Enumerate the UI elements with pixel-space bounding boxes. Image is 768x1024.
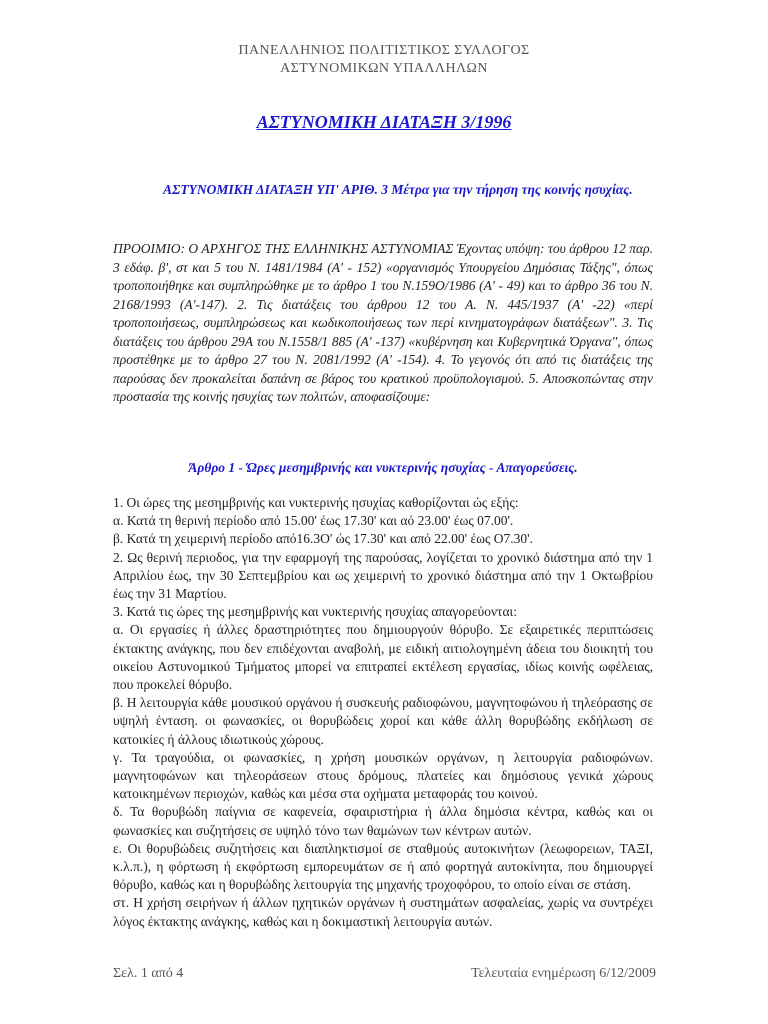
- last-updated: Τελευταία ενημέρωση 6/12/2009: [471, 966, 656, 981]
- body-paragraph: α. Οι εργασίες ή άλλες δραστηριότητες που δημιουργούν θόρυβο. Σε εξαιρετικές περιπτώσεις έκτακτης ανάγκης, που δεν επιδέχονται αναβολή, με ειδική αιτιολογημένη άδεια του διοικητή του οικείου Αστυνομικού Τμήματος μπορεί να επιτραπεί εκτέλεση εργασίας, ιδίως κοινής ωφέλειας, που προκελεί θόρυβο.: [113, 622, 653, 693]
- page-number: Σελ. 1 από 4: [113, 966, 184, 981]
- body-paragraph: στ. Η χρήση σειρήνων ή άλλων ηχητικών οργάνων ή συστημάτων ασφαλείας, χωρίς να συντρέχει λόγος έκτακτης ανάγκης, καθώς και η δοκιμαστική λειτουργία αυτών.: [113, 895, 653, 929]
- body-paragraph: ε. Οι θορυβώδεις συζητήσεις και διαπληκτισμοί σε σταθμούς αυτοκινήτων (λεωφορειων, ΤΑΞΙ, κ.λ.π.), η φόρτωση ή εκφόρτωση εμπορευμάτων σε ή από φορτηγά αυτοκίνητα, που δημιουργεί θόρυβο, καθώς και η θορυβώδης λειτουργία της μηχανής τροχοφόρου, το οποίο είναι σε στάση.: [113, 840, 653, 893]
- article-heading: Άρθρο 1 - Ώρες μεσημβρινής και νυκτερινής ησυχίας - Απαγορεύσεις.: [188, 460, 578, 475]
- body-paragraph: 3. Κατά τις ώρες της μεσημβρινής και νυκτερινής ησυχίας απαγορεύονται:: [113, 604, 517, 620]
- document-subtitle: ΑΣΤΥΝΟΜΙΚΗ ΔΙΑΤΑΞΗ ΥΠ' ΑΡΙΘ. 3 Μέτρα για την τήρηση της κοινής ησυχίας.: [163, 182, 633, 197]
- organization-name-line2: ΑΣΤΥΝΟΜΙΚΩΝ ΥΠΑΛΛΗΛΩΝ: [280, 61, 488, 76]
- body-paragraph: β. Κατά τη χειμερινή περίοδο από16.3Ο' ώς 17.30' και από 22.00' έως Ο7.30'.: [113, 531, 533, 547]
- preamble-paragraph: ΠΡΟΟΙΜΙΟ: Ο ΑΡΧΗΓΟΣ ΤΗΣ ΕΛΛΗΝΙΚΗΣ ΑΣΤΥΝΟΜΙΑΣ Έχοντας υπόψη: του άρθρου 12 παρ. 3 εδάφ. β', στ και 5 του Ν. 1481/1984 (Α' - 152) «οργανισμός Υπουργείου Δημόσιας Τάξης", όπως τροποποιήθηκε και συμπληρώθηκε με το άρθρο 1 του Ν.159Ο/1986 (Α' - 49) και το άρθρο 36 του Ν. 2168/1993 (Α'-147). 2. Τις διατάξεις του άρθρου 12 του Α. Ν. 445/1937 (Α' -22) «περί τροποποιήσεως, συμπληρώσεως και κωδικοποιήσεως των περί κινηματογράφων διατάξεων". 3. Τις διατάξεις του άρθρου 29Α του Ν.1558/1 885 (Α' -137) «κυβέρνηση και Κυβερνητικά Όργανα", όπως προστέθηκε με το άρθρο 27 του Ν. 2081/1992 (Α' -154). 4. Το γεγονός ότι από τις διατάξεις της παρούσας δεν προκαλείται δαπάνη σε βάρος του κρατικού προϋπολογισμού. 5. Αποσκοπώντας στην προστασία της κοινής ησυχίας των πολιτών, αποφασίζουμε:: [113, 241, 653, 404]
- body-paragraph: 1. Οι ώρες της μεσημβρινής και νυκτερινής ησυχίας καθορίζονται ώς εξής:: [113, 495, 519, 510]
- body-paragraph: α. Κατά τη θερινή περίοδο από 15.00' έως 17.30' και αό 23.00' έως 07.00'.: [113, 513, 514, 529]
- body-paragraph: β. Η λειτουργία κάθε μουσικού οργάνου ή συσκευής ραδιοφώνου, μαγνητοφώνου ή τηλεόρασης σε υψηλή ένταση. οι φωνασκίες, οι θορυβώδεις χοροί και κάθε άλλη θορυβώδης εκδήλωση σε κατοικίες ή άλλους ιδιωτικούς χώρους.: [113, 695, 653, 747]
- organization-name-line1: ΠΑΝΕΛΛΗΝΙΟΣ ΠΟΛΙΤΙΣΤΙΚΟΣ ΣΥΛΛΟΓΟΣ: [238, 43, 530, 58]
- body-paragraph: 2. Ως θερινή περιοδος, για την εφαρμογή της παρούσας, λογίζεται το χρονικό διάστημα από την 1 Απριλίου έως, την 30 Σεπτεμβρίου και ως χειμερινή το χρονικό διάστημα από την 1 Οκτωβρίου έως την 31 Μαρτίου.: [113, 549, 653, 602]
- document-title: ΑΣΤΥΝΟΜΙΚΗ ΔΙΑΤΑΞΗ 3/1996: [256, 112, 512, 132]
- article-body: [113, 494, 653, 931]
- body-paragraph: γ. Τα τραγούδια, οι φωνασκίες, η χρήση μουσικών οργάνων, η λειτουργία ραδιοφώνων. μαγνητοφώνων και τηλεοράσεων στους δρόμους, πλατείες και δημόσιους γενικά χώρους κατοικημένων περιοχών, καθώς και μέσα στα οχήματα μεταφοράς του κοινού.: [113, 749, 653, 802]
- body-paragraph: δ. Τα θορυβώδη παίγνια σε καφενεία, σφαιριστήρια ή άλλα δημόσια κέντρα, καθώς και οι φωνασκίες και συζητήσεις σε υψηλό τόνο των θαμώνων των κέντρων αυτών.: [113, 804, 653, 838]
